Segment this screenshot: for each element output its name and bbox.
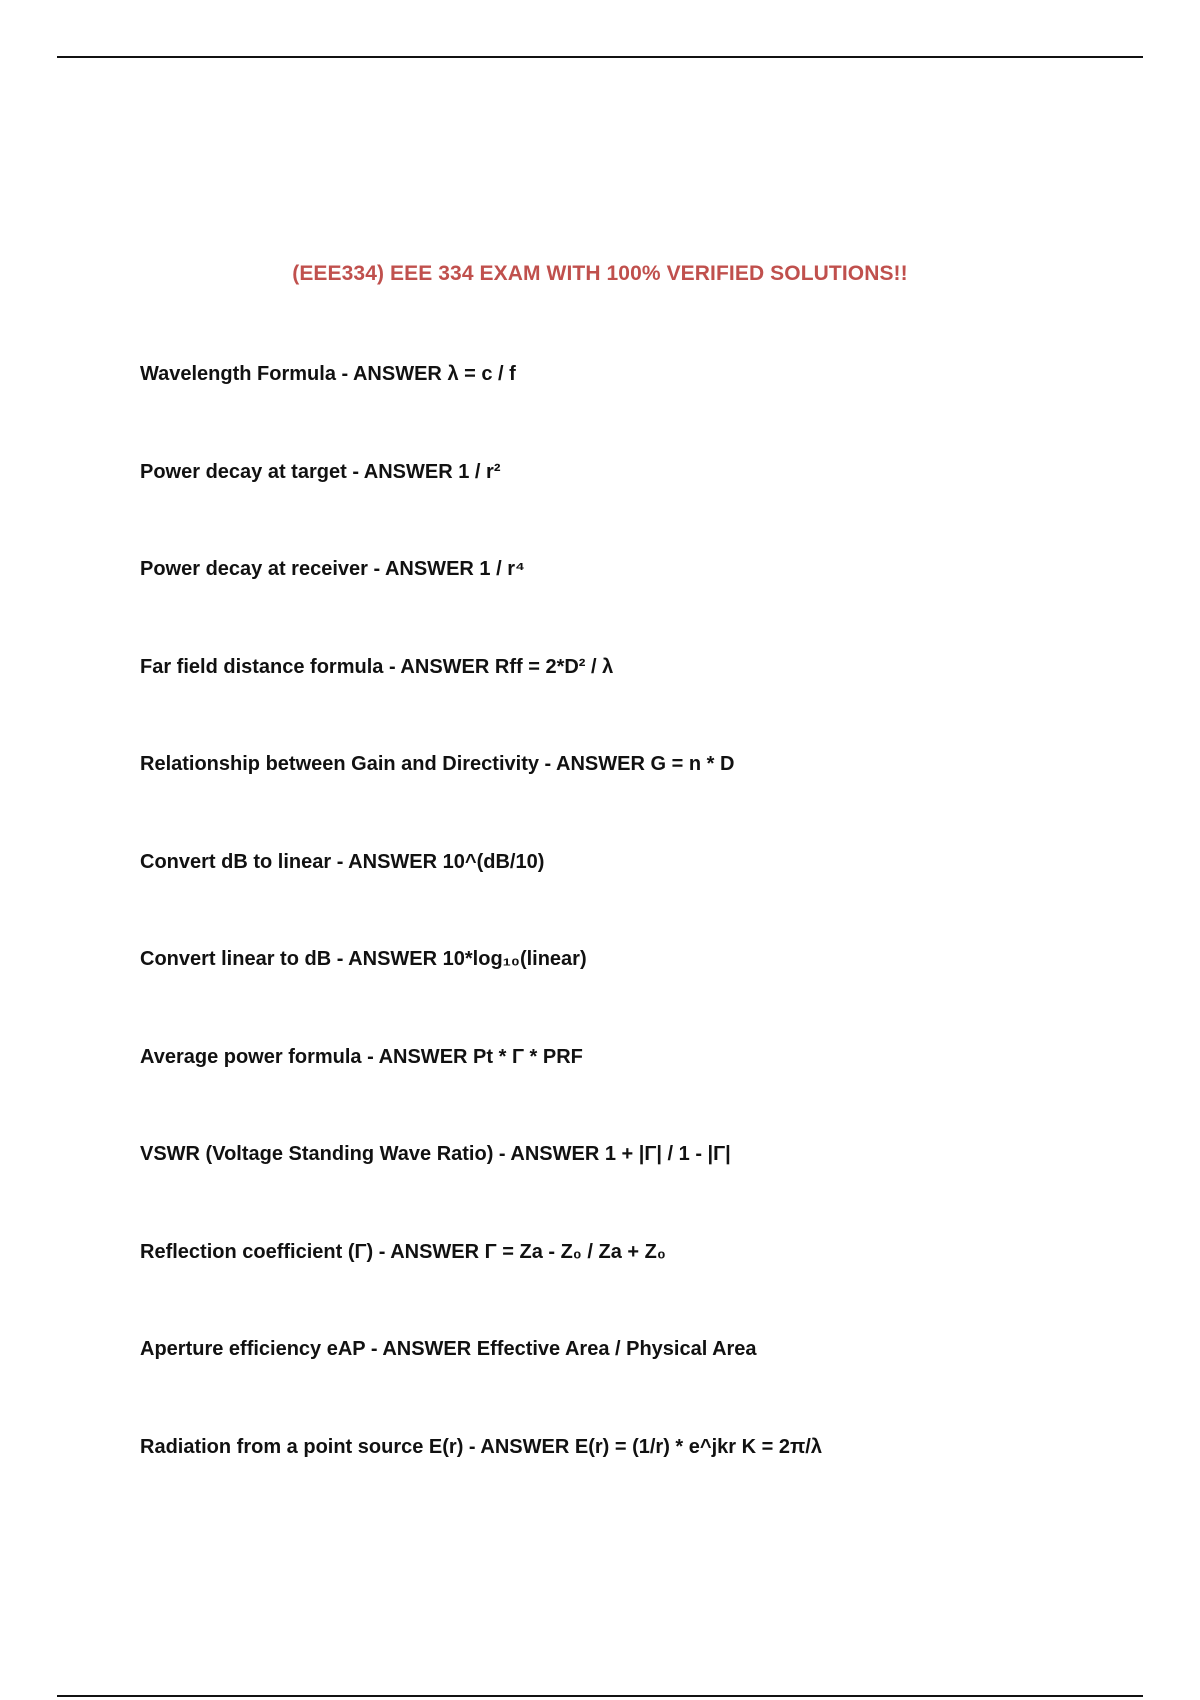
qa-question: Far field distance formula: [140, 655, 384, 678]
qa-answer: 1 / r²: [458, 460, 501, 483]
qa-question: Power decay at receiver: [140, 558, 368, 580]
answer-marker: - ANSWER: [498, 1143, 600, 1165]
answer-marker: - ANSWER: [367, 1045, 468, 1068]
bottom-divider: [57, 1695, 1143, 1697]
qa-answer: Γ = Za - Z₀ / Za + Z₀: [484, 1240, 666, 1263]
qa-question: Convert linear to dB: [140, 948, 332, 970]
qa-item: [140, 458, 1140, 556]
qa-item: [140, 945, 1140, 1043]
qa-item: [140, 360, 1140, 458]
answer-marker: - ANSWER: [352, 460, 453, 483]
qa-answer: 1 / r⁴: [479, 558, 525, 580]
qa-question: Aperture efficiency eAP: [140, 1338, 366, 1360]
qa-list: [140, 360, 1140, 1530]
qa-answer: Rff = 2*D² / λ: [494, 655, 614, 678]
document-title: (EEE334) EEE 334 EXAM WITH 100% VERIFIED SOLUTIONS!!: [292, 262, 908, 285]
qa-item: [140, 1043, 1140, 1141]
qa-item: [140, 750, 1140, 848]
answer-marker: - ANSWER: [544, 753, 645, 775]
answer-marker: - ANSWER: [378, 1240, 480, 1263]
qa-answer: G = n * D: [650, 753, 735, 775]
qa-item: [140, 653, 1140, 751]
qa-answer: E(r) = (1/r) * e^jkr K = 2π/λ: [574, 1435, 822, 1458]
qa-item: [140, 848, 1140, 946]
qa-item: [140, 1140, 1140, 1238]
qa-answer: λ = c / f: [447, 363, 516, 385]
qa-answer: 1 + |Γ| / 1 - |Γ|: [604, 1143, 731, 1165]
qa-question: Reflection coefficient (Γ): [140, 1240, 374, 1263]
qa-question: VSWR (Voltage Standing Wave Ratio): [140, 1143, 494, 1165]
qa-question: Wavelength Formula: [140, 363, 336, 385]
answer-marker: - ANSWER: [388, 655, 490, 678]
answer-marker: - ANSWER: [341, 363, 442, 385]
qa-item: [140, 1238, 1140, 1336]
answer-marker: - ANSWER: [468, 1435, 570, 1458]
qa-answer: Effective Area / Physical Area: [476, 1338, 757, 1360]
answer-marker: - ANSWER: [336, 850, 438, 873]
qa-question: Relationship between Gain and Directivity: [140, 753, 539, 775]
qa-question: Average power formula: [140, 1045, 362, 1068]
answer-marker: - ANSWER: [373, 558, 474, 580]
qa-question: Power decay at target: [140, 460, 347, 483]
qa-item: [140, 555, 1140, 653]
top-divider: [57, 56, 1143, 58]
qa-answer: 10*log₁₀(linear): [442, 948, 587, 970]
qa-question: Radiation from a point source E(r): [140, 1435, 464, 1458]
qa-answer: Pt * Γ * PRF: [473, 1045, 583, 1068]
qa-question: Convert dB to linear: [140, 850, 332, 873]
answer-marker: - ANSWER: [370, 1338, 472, 1360]
answer-marker: - ANSWER: [336, 948, 438, 970]
qa-answer: 10^(dB/10): [442, 850, 545, 873]
qa-item: [140, 1335, 1140, 1433]
qa-item: [140, 1433, 1140, 1531]
